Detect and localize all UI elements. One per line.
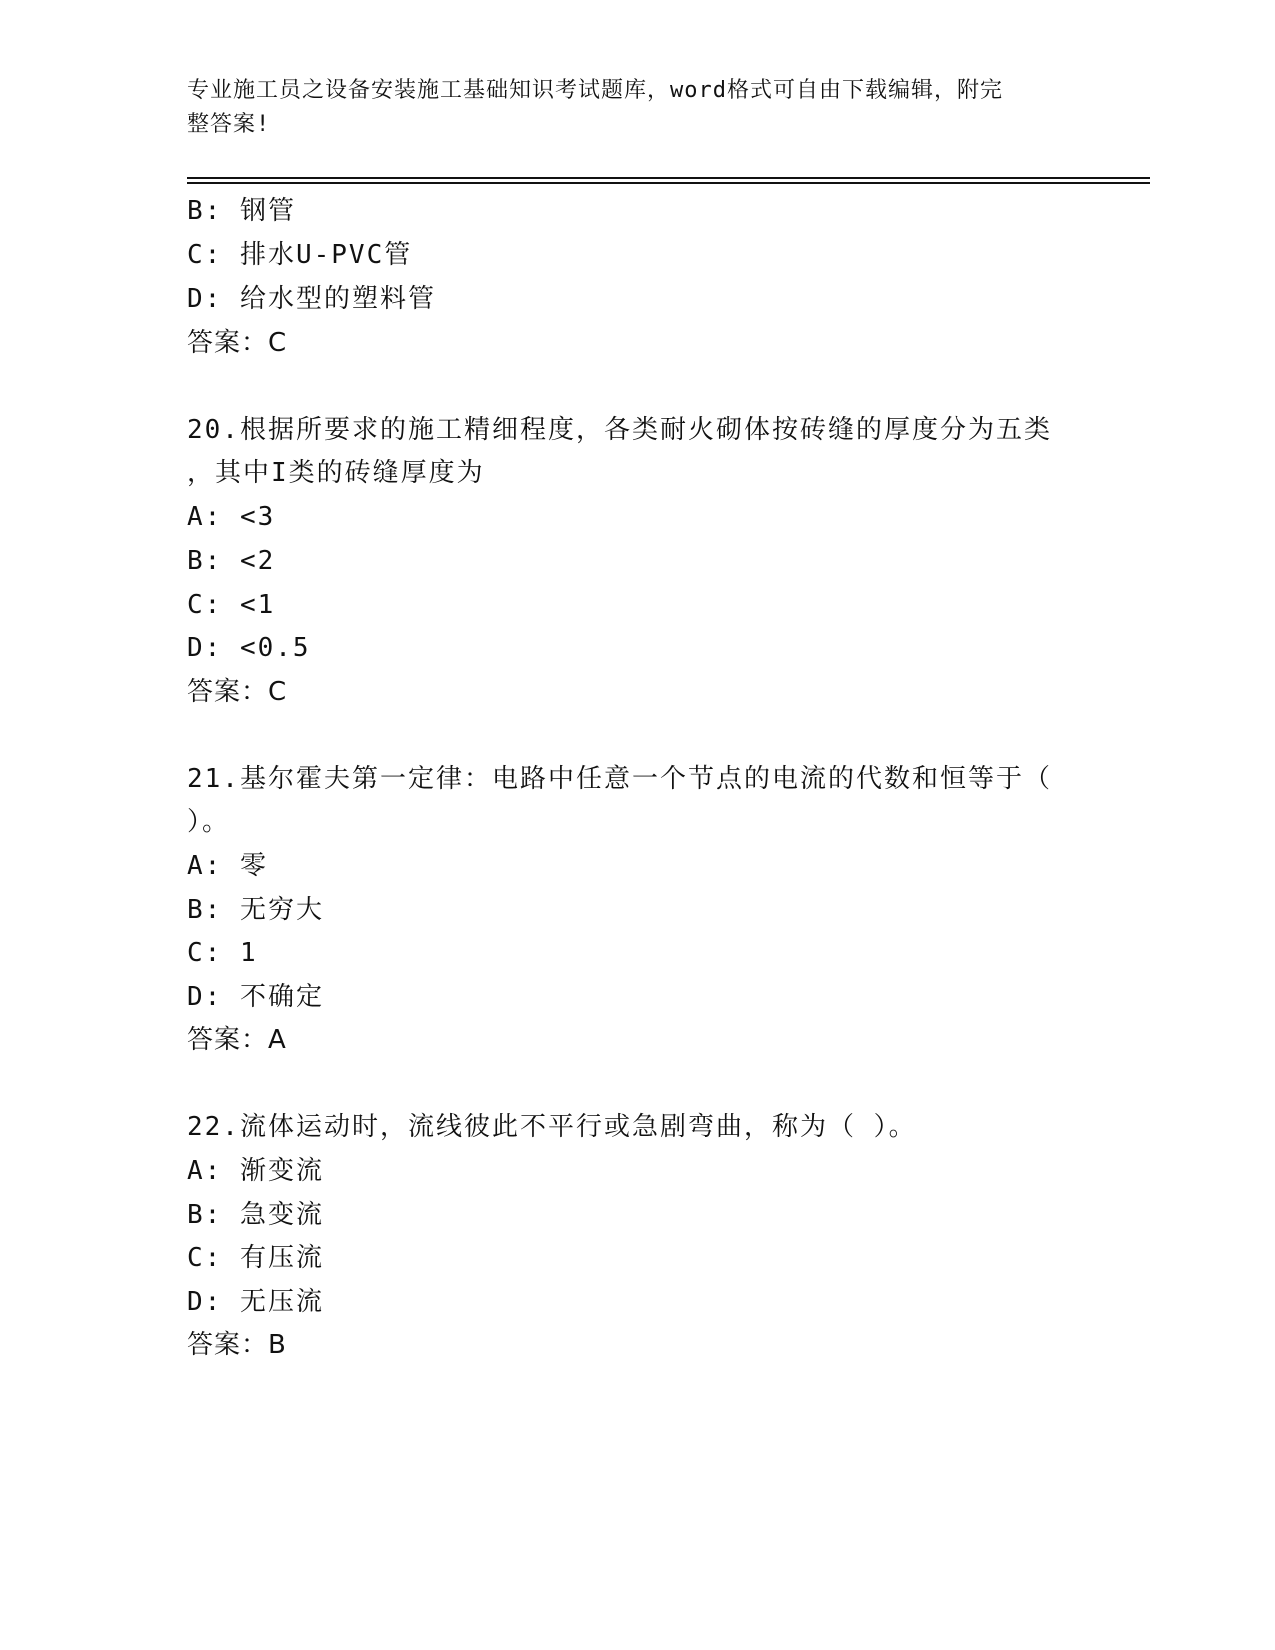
q20-option-b: B: <2 <box>187 546 276 576</box>
header-line-2: 整答案! <box>187 112 271 137</box>
q22-stem-line-1: 22.流体运动时，流线彼此不平行或急剧弯曲，称为（ ）。 <box>187 1112 917 1142</box>
q20-option-a: A: <3 <box>187 502 276 532</box>
q21-answer: 答案：A <box>187 1025 287 1055</box>
header-divider-top <box>187 177 1150 179</box>
q21-option-a: A: 零 <box>187 851 268 881</box>
document-header <box>187 74 1067 142</box>
q21-option-b: B: 无穷大 <box>187 895 324 925</box>
q19-option-d: D: 给水型的塑料管 <box>187 284 436 314</box>
q21-stem-line-1: 21.基尔霍夫第一定律：电路中任意一个节点的电流的代数和恒等于（ <box>187 764 1052 794</box>
q19-option-b: B: 钢管 <box>187 196 296 226</box>
q20-stem-line-2: ，其中I类的砖缝厚度为 <box>187 458 485 488</box>
header-divider-bottom <box>187 182 1150 184</box>
q19-option-c: C: 排水U-PVC管 <box>187 240 413 270</box>
q21-option-c: C: 1 <box>187 938 258 968</box>
q21-stem-line-2: ）。 <box>187 807 231 837</box>
q20-option-d: D: <0.5 <box>187 633 311 663</box>
q22-option-b: B: 急变流 <box>187 1200 324 1230</box>
q22-option-d: D: 无压流 <box>187 1287 324 1317</box>
q19-answer: 答案：C <box>187 328 288 358</box>
q21-option-d: D: 不确定 <box>187 982 324 1012</box>
q20-option-c: C: <1 <box>187 590 276 620</box>
header-line-1: 专业施工员之设备安装施工基础知识考试题库，word格式可自由下载编辑，附完 <box>187 78 1003 103</box>
q22-option-a: A: 渐变流 <box>187 1156 324 1186</box>
q20-answer: 答案：C <box>187 677 288 707</box>
q22-option-c: C: 有压流 <box>187 1243 324 1273</box>
q20-stem-line-1: 20.根据所要求的施工精细程度，各类耐火砌体按砖缝的厚度分为五类 <box>187 415 1052 445</box>
q22-answer: 答案：B <box>187 1330 287 1360</box>
